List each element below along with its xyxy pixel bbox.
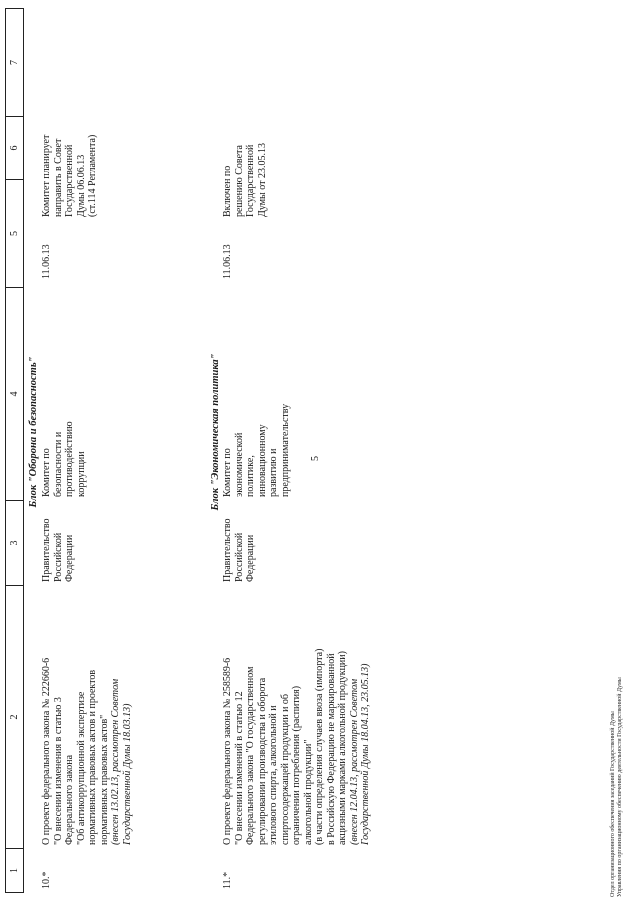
status-line: Комитет планирует [41, 134, 52, 217]
row-initiator [222, 502, 257, 582]
description-line: "О внесении изменений в статью 12 [233, 691, 245, 845]
row-description [41, 587, 133, 845]
row-committee [41, 387, 87, 497]
row-committee [222, 387, 291, 497]
committee-line: безопасности и [52, 431, 64, 497]
committee-line: Комитет по [41, 448, 52, 497]
footer-line: Управления по организационному обеспечению деятельности Государственной Думы [617, 677, 623, 897]
committee-line: Комитет по [222, 448, 233, 497]
row-date: 11.06.13 [41, 244, 52, 279]
initiator-line: Федерации [64, 534, 75, 582]
column-header: 1 [6, 849, 24, 893]
description-line: в Российскую Федерацию не маркированной [325, 653, 337, 845]
description-line: акцизными марками алкогольной продукции) [337, 651, 348, 845]
row-initiator [41, 502, 76, 582]
column-header-row [6, 9, 24, 893]
status-line: направить в Совет [52, 138, 64, 217]
description-line: нормативных правовых актов" [98, 714, 110, 845]
row-description [222, 587, 372, 845]
description-note: (внесен 13.02.13, рассмотрен Советом [110, 678, 121, 845]
description-line: ограничении потребления (распития) [291, 685, 302, 845]
column-header: 6 [6, 117, 24, 180]
description-line: алкогольной продукции" [302, 739, 314, 845]
column-header: 2 [6, 586, 24, 849]
status-line: Государственной [64, 144, 75, 217]
footer-line: Отдел организационного обеспечения заседаний Государственной Думы [610, 711, 616, 897]
initiator-line: Федерации [245, 534, 256, 582]
committee-line: коррупции [75, 451, 87, 497]
page-number: 5 [310, 456, 321, 461]
status-line: (ст.114 Регламента) [87, 134, 98, 217]
status-line: решению Совета [233, 145, 245, 217]
status-line: Думы 06.06.13 [75, 154, 87, 217]
block-title-defense: Блок "Оборона и безопасность" [28, 356, 39, 508]
status-line: Думы от 23.05.13 [256, 143, 268, 217]
description-note: (внесен 12.04.13, рассмотрен Советом [348, 678, 360, 845]
description-line: "О внесении изменения в статью 3 [52, 697, 64, 845]
row-status [41, 7, 99, 217]
initiator-line: Правительство [222, 518, 233, 582]
footer [610, 677, 624, 897]
initiator-line: Правительство [41, 518, 52, 582]
initiator-line: Российской [233, 532, 245, 582]
description-line: О проекте федерального закона № 258589-6 [222, 657, 233, 845]
description-line: регулировании производства и оборота [256, 677, 268, 845]
committee-line: предпринимательству [279, 403, 291, 497]
column-header: 4 [6, 288, 24, 501]
description-line: Федерального закона "О государственном [245, 666, 256, 845]
row-number: 10.* [41, 871, 52, 889]
committee-line: инновационному [256, 424, 268, 497]
description-note: Государственной Думы 18.03.13) [121, 703, 133, 845]
description-line: нормативных правовых актов и проектов [87, 669, 98, 845]
column-header: 3 [6, 501, 24, 586]
committee-line: экономической [233, 432, 245, 497]
row-number: 11.* [222, 871, 233, 889]
description-line: "Об антикоррупционной экспертизе [75, 691, 87, 845]
description-line: (в части определения случаев ввоза (импорта) [314, 648, 325, 845]
status-line: Включен по [222, 165, 233, 217]
description-line: Федерального закона [64, 754, 75, 845]
description-note: Государственной Думы 18.04.13, 23.05.13) [360, 663, 371, 845]
initiator-line: Российской [52, 532, 64, 582]
description-line: спиртосодержащей продукции и об [279, 693, 291, 845]
block-title-economy: Блок "Экономическая политика" [210, 353, 221, 511]
committee-line: политике, [245, 455, 256, 497]
column-header: 7 [6, 9, 24, 117]
description-line: О проекте федерального закона № 222660-6 [41, 657, 52, 845]
committee-line: противодействию [64, 421, 75, 497]
status-line: Государственной [245, 144, 256, 217]
row-date: 11.06.13 [222, 244, 233, 279]
row-status [222, 7, 268, 217]
committee-line: развитию и [268, 448, 279, 497]
column-header: 5 [6, 180, 24, 288]
description-line: этилового спирта, алкогольной и [268, 705, 279, 845]
header-table [5, 8, 24, 893]
